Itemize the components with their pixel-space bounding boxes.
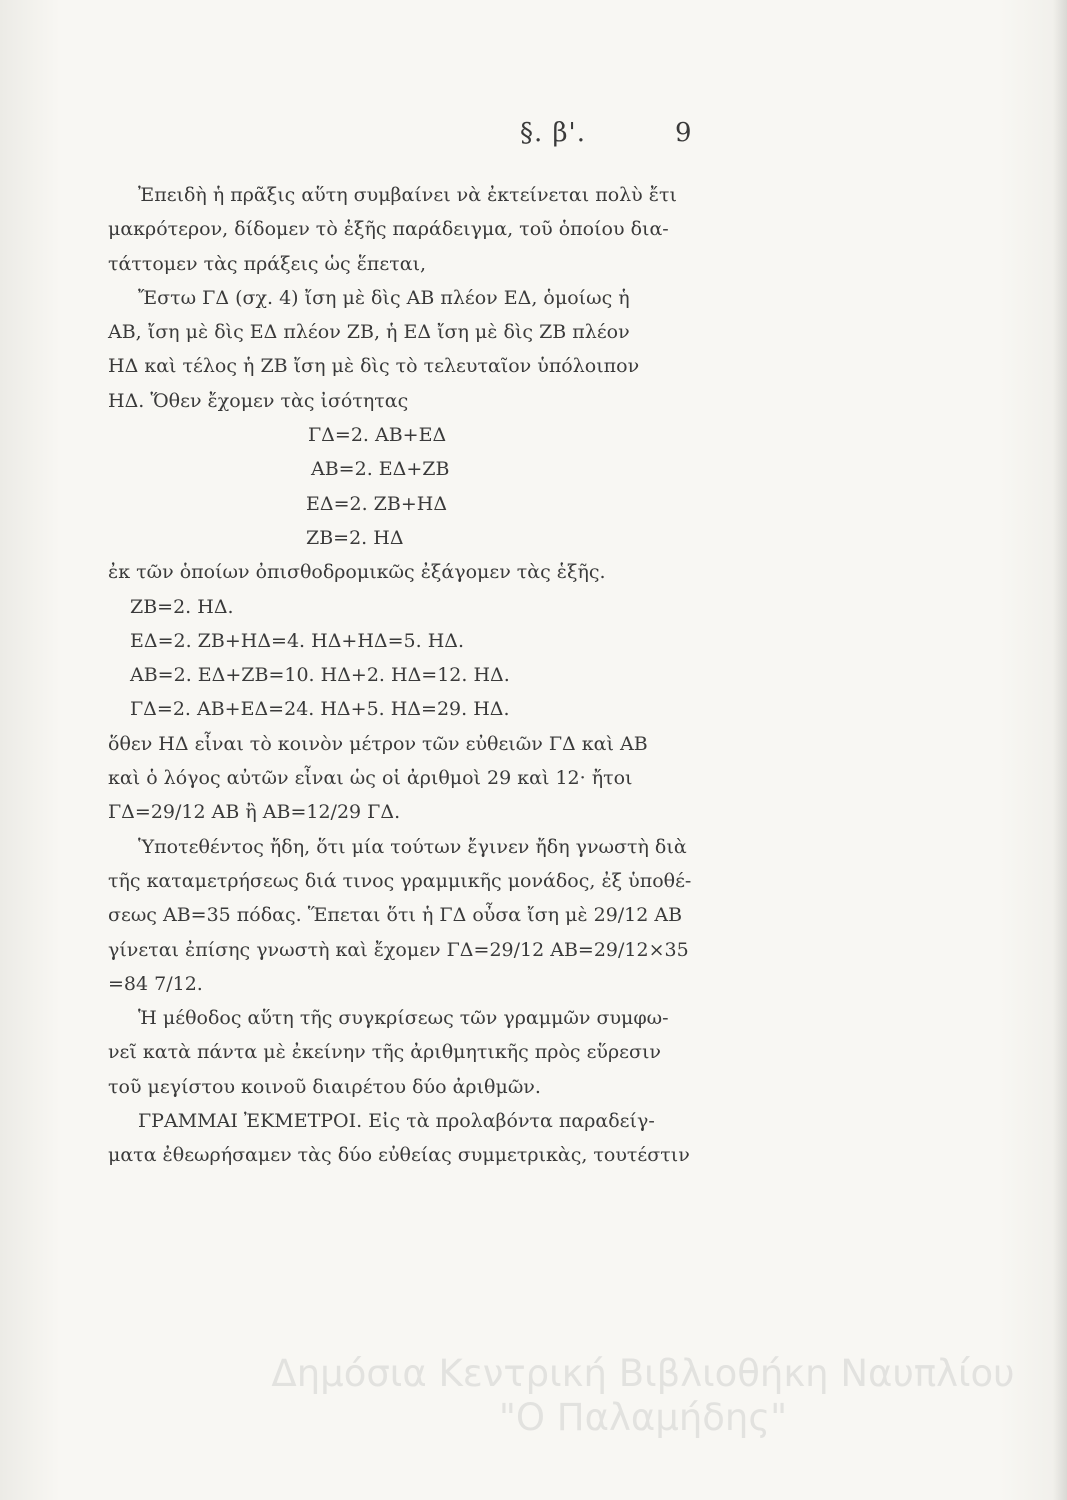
text-line: =84 7/12.: [108, 972, 203, 995]
text-line: ΓΡΑΜΜΑΙ ἘΚΜΕΤΡΟΙ. Εἰς τὰ προλαβόντα παραδείγ-: [138, 1110, 655, 1133]
page-number: 9: [675, 118, 692, 148]
text-line: τάττομεν τὰς πράξεις ὡς ἕπεται,: [108, 252, 427, 275]
text-line: τῆς καταμετρήσεως διά τινος γραμμικῆς μονάδος, ἐξ ὑποθέ-: [108, 869, 692, 892]
text-line: καὶ ὁ λόγος αὐτῶν εἶναι ὡς οἱ ἀριθμοὶ 29 καὶ 12· ἤτοι: [108, 767, 633, 790]
equation-line: ΓΔ=2. ΑΒ+ΕΔ: [308, 424, 447, 447]
text-line: Ἐπειδὴ ἡ πρᾶξις αὕτη συμβαίνει νὰ ἐκτείνεται πολὺ ἔτι: [138, 184, 677, 206]
equation-line: ΓΔ=2. ΑΒ+ΕΔ=24. ΗΔ+5. ΗΔ=29. ΗΔ.: [130, 698, 510, 721]
page-edge-shadow: [1053, 0, 1067, 1500]
section-mark: §. β'.: [520, 118, 586, 148]
text-line: μακρότερον, δίδομεν τὸ ἑξῆς παράδειγμα, τοῦ ὁποίου δια-: [108, 218, 669, 241]
equation-line: ΖΒ=2. ΗΔ: [306, 526, 404, 549]
text-line: ΗΔ. Ὅθεν ἔχομεν τὰς ἰσότητας: [108, 389, 409, 412]
text-line: Ἔστω ΓΔ (σχ. 4) ἴση μὲ δὶς ΑΒ πλέον ΕΔ, ὁμοίως ἡ: [138, 286, 630, 309]
equation-line: ΑΒ=2. ΕΔ+ΖΒ=10. ΗΔ+2. ΗΔ=12. ΗΔ.: [130, 664, 510, 687]
text-line: Ὑποτεθέντος ἤδη, ὅτι μία τούτων ἔγινεν ἤδη γνωστὴ διὰ: [138, 835, 687, 858]
text-line: ἐκ τῶν ὁποίων ὀπισθοδρομικῶς ἐξάγομεν τὰς ἑξῆς.: [108, 561, 606, 584]
text-line: ὅθεν ΗΔ εἶναι τὸ κοινὸν μέτρον τῶν εὐθειῶν ΓΔ καὶ ΑΒ: [108, 732, 648, 755]
text-line: ΑΒ, ἴση μὲ δὶς ΕΔ πλέον ΖΒ, ἡ ΕΔ ἴση μὲ δὶς ΖΒ πλέον: [108, 321, 630, 344]
text-line: ΓΔ=29/12 ΑΒ ἢ ΑΒ=12/29 ΓΔ.: [108, 801, 401, 824]
text-line: γίνεται ἐπίσης γνωστὴ καὶ ἔχομεν ΓΔ=29/12 ΑΒ=29/12×35: [108, 938, 689, 961]
equation-line: ΖΒ=2. ΗΔ.: [130, 595, 234, 618]
equation-line: ΑΒ=2. ΕΔ+ΖΒ: [311, 458, 450, 481]
watermark-line: Δημόσια Κεντρική Βιβλιοθήκη Ναυπλίου: [271, 1352, 1015, 1395]
equation-line: ΕΔ=2. ΖΒ+ΗΔ: [306, 492, 448, 515]
page-header: [0, 118, 1067, 158]
text-line: τοῦ μεγίστου κοινοῦ διαιρέτου δύο ἀριθμῶν.: [108, 1075, 541, 1098]
equation-line: ΕΔ=2. ΖΒ+ΗΔ=4. ΗΔ+ΗΔ=5. ΗΔ.: [130, 629, 465, 652]
text-line: νεῖ κατὰ πάντα μὲ ἐκείνην τῆς ἀριθμητικῆς πρὸς εὕρεσιν: [108, 1041, 661, 1064]
text-line: ΗΔ καὶ τέλος ἡ ΖΒ ἴση μὲ δὶς τὸ τελευταῖον ὑπόλοιπον: [108, 355, 640, 378]
text-line: Ἡ μέθοδος αὕτη τῆς συγκρίσεως τῶν γραμμῶν συμφω-: [138, 1007, 669, 1030]
library-watermark: [248, 1352, 1038, 1440]
text-line: ματα ἐθεωρήσαμεν τὰς δύο εὐθείας συμμετρικὰς, τουτέστιν: [108, 1144, 690, 1167]
body-text: [108, 178, 708, 1173]
text-line: σεως ΑΒ=35 πόδας. Ἕπεται ὅτι ἡ ΓΔ οὖσα ἴση μὲ 29/12 ΑΒ: [108, 904, 683, 927]
watermark-line: "Ο Παλαμήδης": [498, 1396, 788, 1439]
